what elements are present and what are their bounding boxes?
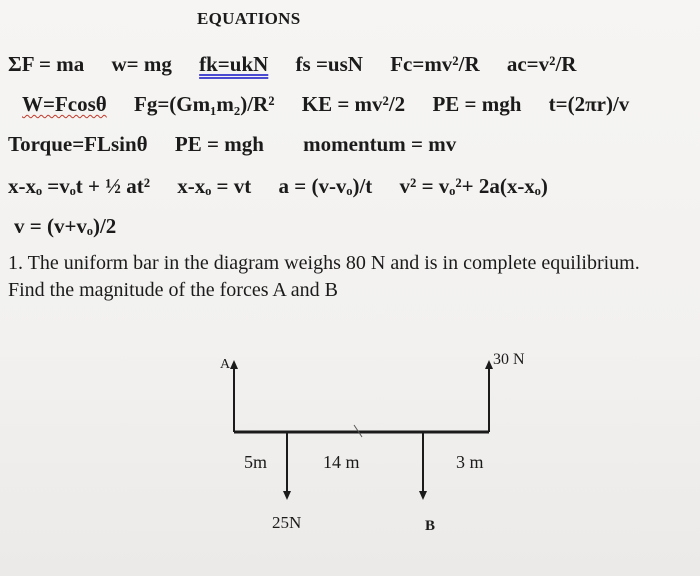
force-30n-label: 30 N (493, 351, 525, 368)
equation-average-velocity: v = (v+vₒ)/2 (14, 214, 117, 238)
problem-statement: 1. The uniform bar in the diagram weighs 80 N and is in complete equilibrium. Find the magnitude of the forces A and B (8, 252, 640, 301)
equation-acceleration: a = (v-vₒ)/t (278, 174, 373, 198)
dimension-left-label: 5m (244, 452, 268, 472)
equation-kinetic-energy: KE = mv²/2 (301, 92, 406, 116)
force-b-arrowhead (419, 491, 427, 500)
equation-kinetic-friction: fk=ukN (199, 52, 269, 76)
dimension-right-label: 3 m (456, 452, 484, 472)
equation-centripetal-force: Fc=mv²/R (390, 52, 480, 76)
equation-weight: w= mg (111, 52, 172, 76)
equation-static-friction: fs =usN (295, 52, 363, 76)
equation-centripetal-accel: ac=v²/R (506, 52, 577, 76)
force-a-label: A (220, 357, 231, 372)
force-a-arrowhead (230, 360, 238, 369)
equation-momentum: momentum = mv (303, 132, 457, 156)
force-25n-label: 25N (272, 513, 302, 532)
force-b-label: B (425, 518, 436, 534)
equation-period: t=(2πr)/v (548, 92, 630, 116)
page-title: EQUATIONS (197, 9, 301, 28)
equation-work: W=Fcosθ (22, 92, 107, 116)
equation-potential-energy-2: PE = mgh (174, 132, 264, 156)
equation-gravitation: Fg=(Gm₁m₂)/R² (134, 92, 275, 116)
equation-potential-energy: PE = mgh (432, 92, 522, 116)
equation-velocity-squared: v² = vₒ²+ 2a(x-xₒ) (399, 174, 548, 198)
force-25n-arrowhead (283, 491, 291, 500)
equation-displacement: x-xₒ = vt (177, 174, 252, 198)
dimension-middle-label: 14 m (323, 452, 360, 472)
equation-torque: Torque=FLsinθ (8, 132, 148, 156)
equation-net-force: ΣF = ma (8, 52, 85, 76)
equation-displacement-accel: x-xₒ =vₒt + ½ at² (8, 174, 150, 198)
force-30n-arrowhead (485, 360, 493, 369)
